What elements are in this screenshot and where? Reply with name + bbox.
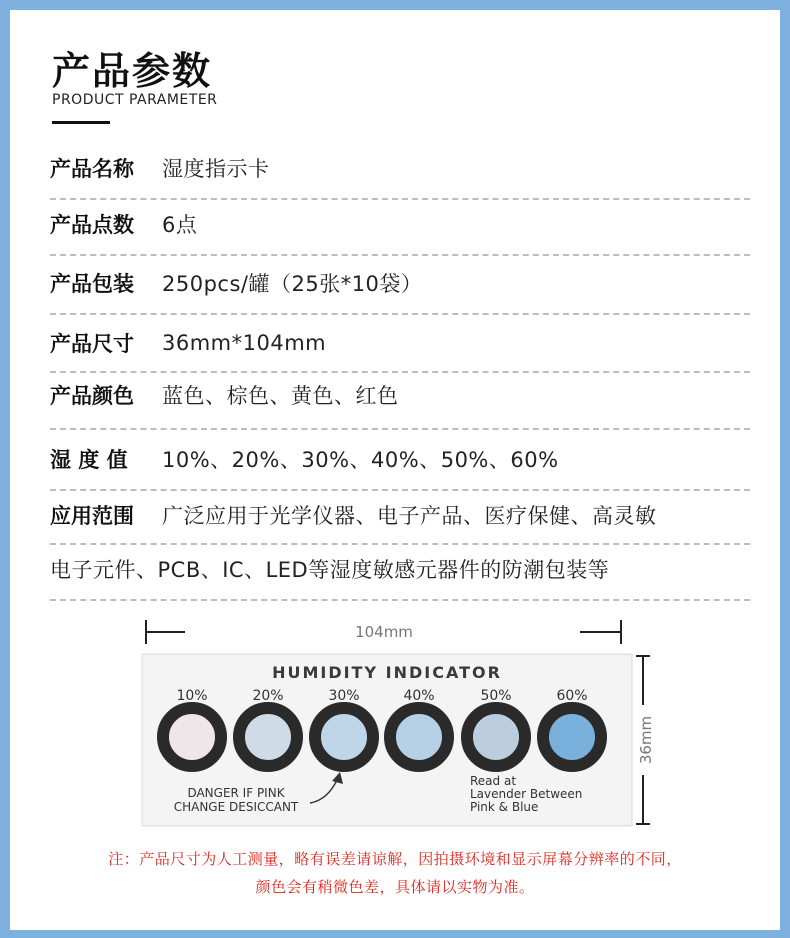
param-row-colors [50,377,750,413]
spot-circle [163,708,221,766]
spot-label: 10% [176,688,208,704]
divider [50,543,750,545]
param-label: 产品名称 [50,157,134,181]
page-title: 产品参数 [52,49,213,93]
spot-label: 20% [252,688,284,704]
spot-label: 30% [328,688,360,704]
param-row-name [50,150,750,186]
param-row-humidity [50,441,750,477]
card-title: HUMIDITY INDICATOR [272,663,502,682]
divider [50,371,750,373]
spot-label: 60% [556,688,588,704]
param-value: 湿度指示卡 [162,157,270,181]
divider [50,313,750,315]
param-value: 6点 [162,213,198,237]
param-label: 产品包装 [50,272,134,296]
humidity-indicator-illustration [10,610,780,835]
read-text-line3: Pink & Blue [470,800,539,814]
product-parameter-panel [10,10,780,930]
title-underline [52,121,110,124]
width-dimension-label: 104mm [355,623,413,641]
param-label: 产品点数 [50,213,134,237]
divider [50,428,750,430]
param-label: 湿 度 值 [50,448,128,472]
spot-circle [239,708,297,766]
param-row-size [50,325,750,361]
divider [50,254,750,256]
divider [50,198,750,200]
danger-text-line2: CHANGE DESICCANT [173,800,299,814]
param-row-points [50,206,750,242]
disclaimer-line1: 注：产品尺寸为人工测量，略有误差请谅解，因拍摄环境和显示屏幕分辨率的不同， [108,850,682,868]
spot-circle [543,708,601,766]
spot-label: 50% [480,688,512,704]
application-continued: 电子元件、PCB、IC、LED等湿度敏感元器件的防潮包装等 [50,558,610,582]
param-value: 10%、20%、30%、40%、50%、60% [162,448,559,472]
spot-circle [315,708,373,766]
param-label: 产品尺寸 [50,332,134,356]
danger-text-line1: DANGER IF PINK [187,786,285,800]
height-dimension-label: 36mm [637,715,655,765]
page-subtitle: PRODUCT PARAMETER [52,92,218,108]
param-label: 产品颜色 [50,384,134,408]
disclaimer-line2: 颜色会有稍微色差，具体请以实物为准。 [255,878,535,896]
read-text-line2: Lavender Between [470,787,583,801]
read-text-line1: Read at [470,774,517,788]
divider [50,599,750,601]
param-value: 36mm*104mm [162,331,327,355]
param-value: 250pcs/罐（25张*10袋） [162,272,423,296]
spot-label: 40% [403,688,435,704]
spot-circle [390,708,448,766]
divider [50,489,750,491]
spot-circle [467,708,525,766]
param-row-application [50,497,750,533]
param-value: 广泛应用于光学仪器、电子产品、医疗保健、高灵敏 [162,504,657,528]
param-row-packaging [50,265,750,301]
param-value: 蓝色、棕色、黄色、红色 [162,384,399,408]
param-label: 应用范围 [50,504,134,528]
